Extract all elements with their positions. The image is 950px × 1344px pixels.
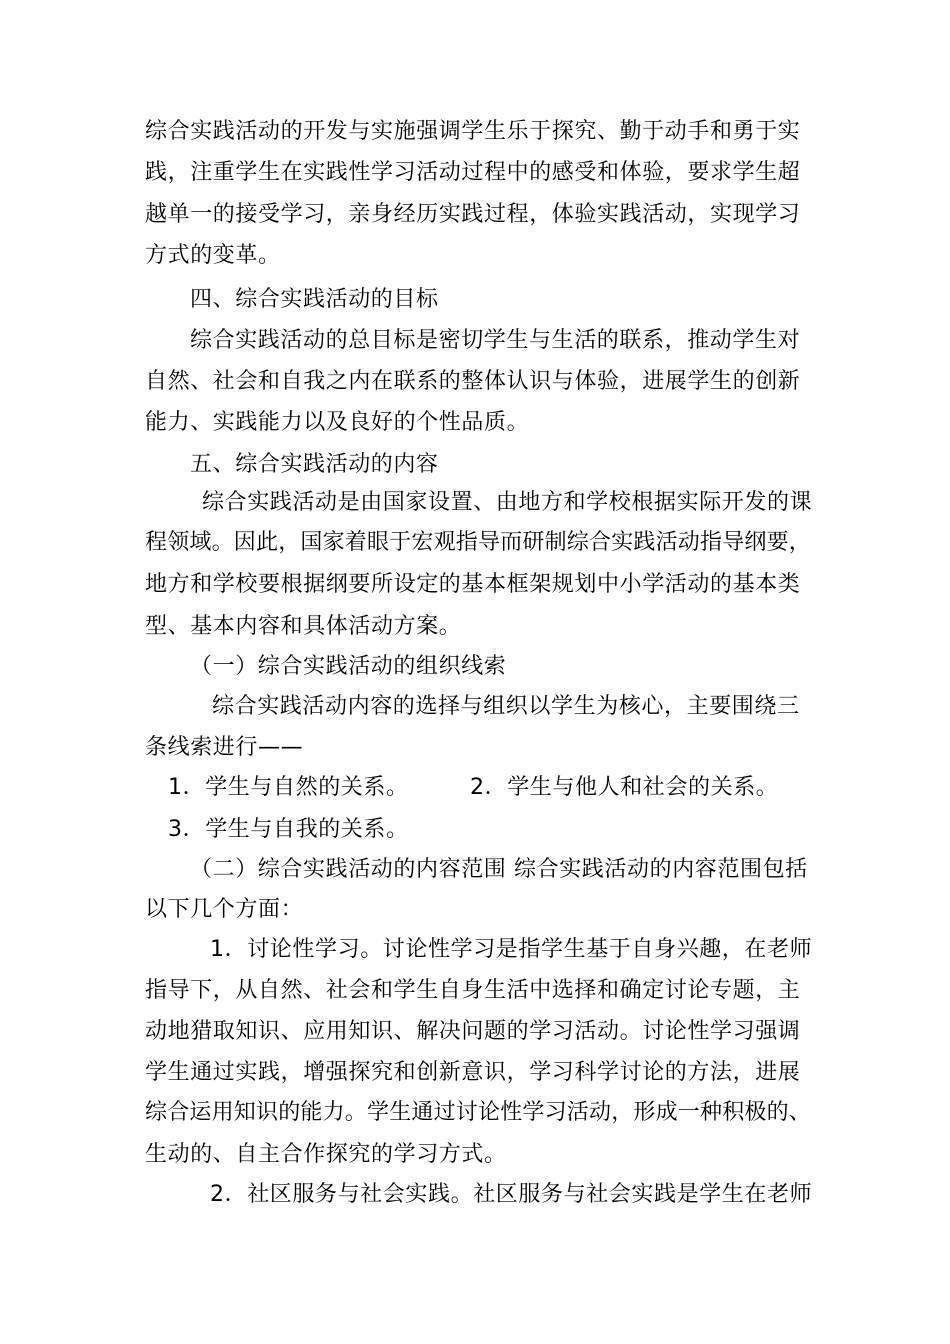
paragraph-4-line-2: 条线索进行—— bbox=[145, 735, 304, 760]
paragraph-6-line-1: 1．讨论性学习。讨论性学习是指学生基于自身兴趣，在老师 bbox=[210, 937, 813, 962]
paragraph-3-line-4: 型、基本内容和具体活动方案。 bbox=[145, 614, 462, 639]
paragraph-5-line-2: 以下几个方面： bbox=[145, 897, 304, 922]
paragraph-2-line-1: 综合实践活动的总目标是密切学生与生活的联系，推动学生对 bbox=[190, 328, 801, 353]
paragraph-7-line-1: 2．社区服务与社会实践。社区服务与社会实践是学生在老师 bbox=[210, 1182, 813, 1207]
paragraph-6-line-3: 动地猎取知识、应用知识、解决问题的学习活动。讨论性学习强调 bbox=[145, 1019, 801, 1044]
section-heading-4: 四、综合实践活动的目标 bbox=[190, 287, 439, 312]
paragraph-1-line-4: 方式的变革。 bbox=[145, 243, 281, 268]
paragraph-4-line-1: 综合实践活动内容的选择与组织以学生为核心，主要围绕三 bbox=[212, 694, 800, 719]
subsection-heading-2: （二）综合实践活动的内容范围 综合实践活动的内容范围包括 bbox=[190, 857, 808, 882]
paragraph-1-line-3: 越单一的接受学习，亲身经历实践过程，体验实践活动，实现学习 bbox=[145, 202, 801, 227]
section-heading-5: 五、综合实践活动的内容 bbox=[190, 452, 439, 477]
list-item-2: 2．学生与他人和社会的关系。 bbox=[470, 775, 779, 800]
list-item-1: 1．学生与自然的关系。 bbox=[168, 775, 409, 800]
paragraph-2-line-2: 自然、社会和自我之内在联系的整体认识与体验，进展学生的创新 bbox=[145, 369, 801, 394]
paragraph-3-line-3: 地方和学校要根据纲要所设定的基本框架规划中小学活动的基本类 bbox=[145, 572, 801, 597]
subsection-heading-1: （一）综合实践活动的组织线索 bbox=[190, 654, 507, 679]
list-item-3: 3．学生与自我的关系。 bbox=[168, 817, 409, 842]
paragraph-6-line-4: 学生通过实践，增强探究和创新意识，学习科学讨论的方法，进展 bbox=[145, 1060, 801, 1085]
paragraph-6-line-6: 生动的、自主合作探究的学习方式。 bbox=[145, 1142, 507, 1167]
paragraph-3-line-1: 综合实践活动是由国家设置、由地方和学校根据实际开发的课 bbox=[202, 490, 813, 515]
paragraph-6-line-5: 综合运用知识的能力。学生通过讨论性学习活动，形成一种积极的、 bbox=[145, 1100, 812, 1125]
paragraph-3-line-2: 程领域。因此，国家着眼于宏观指导而研制综合实践活动指导纲要， bbox=[145, 530, 812, 555]
paragraph-1-line-1: 综合实践活动的开发与实施强调学生乐于探究、勤于动手和勇于实 bbox=[145, 119, 801, 144]
paragraph-2-line-3: 能力、实践能力以及良好的个性品质。 bbox=[145, 410, 530, 435]
paragraph-1-line-2: 践，注重学生在实践性学习活动过程中的感受和体验，要求学生超 bbox=[145, 160, 801, 185]
paragraph-6-line-2: 指导下，从自然、社会和学生自身生活中选择和确定讨论专题，主 bbox=[145, 978, 801, 1003]
